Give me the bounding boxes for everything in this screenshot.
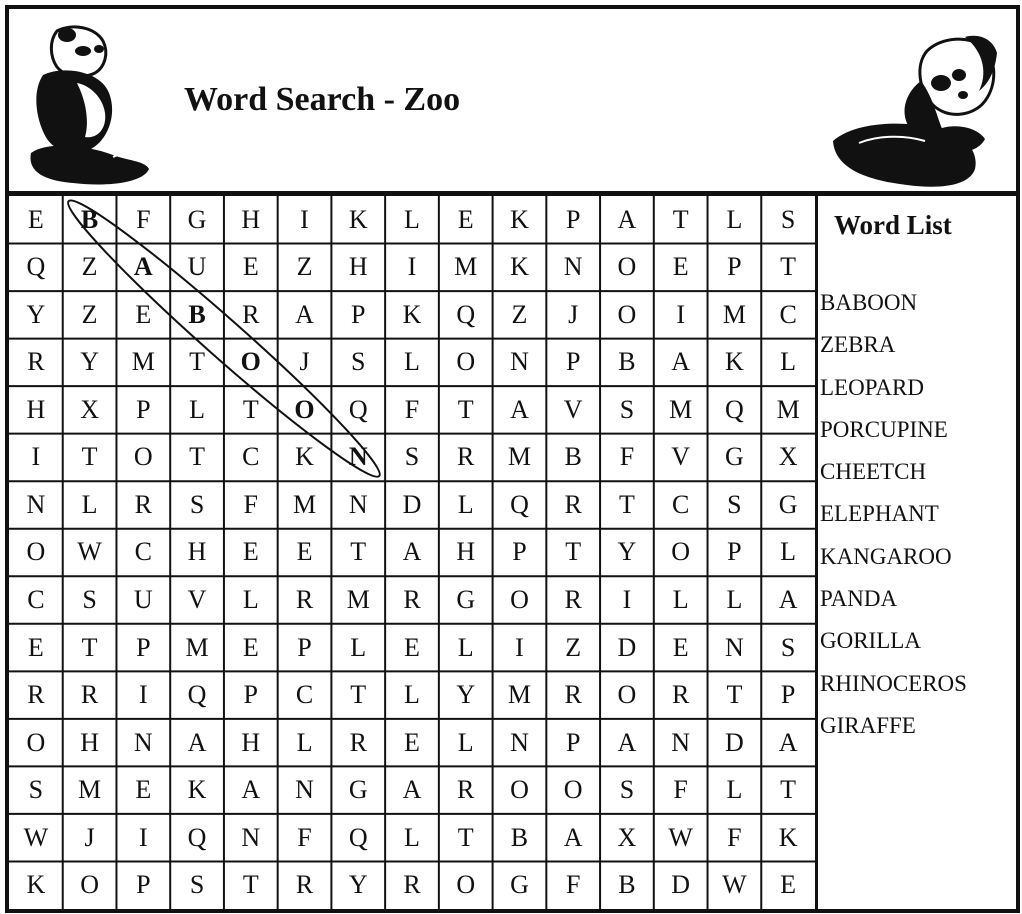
- grid-cell[interactable]: K: [778, 822, 798, 852]
- grid-cell[interactable]: R: [403, 585, 421, 615]
- grid-cell[interactable]: M: [776, 394, 800, 424]
- grid-cell[interactable]: F: [297, 822, 312, 852]
- grid-cell[interactable]: X: [617, 822, 637, 852]
- grid-cell[interactable]: P: [565, 727, 581, 757]
- grid-cell[interactable]: E: [242, 632, 259, 662]
- grid-cell[interactable]: R: [80, 680, 99, 710]
- word-list-item: RHINOCEROS: [820, 670, 967, 696]
- grid-cell[interactable]: L: [404, 347, 420, 377]
- grid-cell[interactable]: X: [778, 442, 798, 472]
- grid-cell[interactable]: T: [618, 489, 635, 519]
- grid-cell[interactable]: T: [189, 442, 205, 472]
- grid-cell[interactable]: Z: [511, 299, 528, 329]
- grid-cell[interactable]: H: [241, 204, 261, 234]
- grid-cell[interactable]: I: [407, 252, 417, 282]
- grid-cell[interactable]: R: [27, 680, 45, 710]
- grid-cell[interactable]: A: [241, 775, 261, 805]
- grid-cell[interactable]: F: [673, 775, 688, 805]
- grid-cell[interactable]: I: [676, 299, 685, 329]
- grid-cell[interactable]: B: [618, 870, 636, 900]
- grid-cell[interactable]: P: [136, 870, 151, 900]
- grid-cell[interactable]: T: [457, 394, 474, 424]
- grid-cell[interactable]: K: [295, 442, 314, 472]
- grid-cell[interactable]: E: [242, 537, 259, 567]
- grid-cell[interactable]: T: [672, 204, 689, 234]
- grid-cell[interactable]: Y: [456, 680, 476, 710]
- grid-cell[interactable]: O: [563, 775, 583, 805]
- grid-cell[interactable]: L: [81, 489, 98, 519]
- grid-cell[interactable]: F: [727, 822, 742, 852]
- grid-cell[interactable]: G: [510, 870, 529, 900]
- grid-cell[interactable]: L: [242, 585, 259, 615]
- grid-cell[interactable]: Z: [296, 252, 313, 282]
- grid-cell[interactable]: I: [138, 822, 148, 852]
- grid-cell[interactable]: B: [188, 299, 206, 329]
- grid-cell[interactable]: N: [295, 775, 314, 805]
- grid-cell[interactable]: M: [507, 680, 532, 710]
- grid-cell[interactable]: H: [26, 394, 46, 424]
- grid-cell[interactable]: G: [456, 585, 476, 615]
- grid-cell[interactable]: N: [26, 489, 46, 519]
- grid-cell[interactable]: K: [26, 870, 46, 900]
- grid-cell[interactable]: C: [242, 442, 260, 472]
- grid-cell[interactable]: L: [726, 204, 743, 234]
- grid-cell[interactable]: J: [84, 822, 95, 852]
- grid-cell[interactable]: K: [725, 347, 744, 377]
- grid-cell[interactable]: C: [779, 299, 797, 329]
- grid-cell[interactable]: E: [27, 632, 44, 662]
- grid-cell[interactable]: S: [727, 489, 742, 519]
- grid-cell[interactable]: Z: [565, 632, 582, 662]
- grid-cell[interactable]: Q: [348, 822, 368, 852]
- word-list-item: LEOPARD: [820, 374, 924, 400]
- grid-cell[interactable]: S: [780, 632, 796, 662]
- grid-cell[interactable]: H: [241, 727, 261, 757]
- grid-cell[interactable]: T: [189, 347, 205, 377]
- grid-cell[interactable]: L: [457, 632, 474, 662]
- grid-cell[interactable]: R: [27, 347, 45, 377]
- grid-cell[interactable]: O: [26, 727, 46, 757]
- grid-cell[interactable]: L: [350, 632, 367, 662]
- grid-cell[interactable]: L: [404, 680, 420, 710]
- grid-cell[interactable]: L: [726, 585, 743, 615]
- grid-cell[interactable]: N: [348, 442, 368, 472]
- grid-cell[interactable]: L: [189, 394, 205, 424]
- grid-cell[interactable]: A: [133, 252, 153, 282]
- grid-cell[interactable]: E: [27, 204, 44, 234]
- grid-cell[interactable]: N: [348, 489, 368, 519]
- grid-cell[interactable]: R: [564, 489, 582, 519]
- grid-cell[interactable]: T: [457, 822, 474, 852]
- grid-cell[interactable]: T: [726, 680, 743, 710]
- grid-cell[interactable]: R: [349, 727, 367, 757]
- grid-cell[interactable]: D: [617, 632, 637, 662]
- grid-cell[interactable]: S: [619, 775, 635, 805]
- grid-cell[interactable]: P: [136, 394, 151, 424]
- word-list-item: PORCUPINE: [820, 416, 948, 442]
- grid-cell[interactable]: R: [295, 870, 314, 900]
- grid-cell[interactable]: B: [510, 822, 529, 852]
- grid-cell[interactable]: L: [296, 727, 313, 757]
- word-list-divider: [815, 196, 818, 909]
- grid-cell[interactable]: H: [80, 727, 99, 757]
- grid-cell[interactable]: S: [189, 489, 205, 519]
- grid-cell[interactable]: M: [78, 775, 102, 805]
- grid-cell[interactable]: H: [187, 537, 207, 567]
- word-list-item: ZEBRA: [820, 332, 896, 358]
- grid-cell[interactable]: E: [780, 870, 797, 900]
- grid-cell[interactable]: G: [725, 442, 744, 472]
- grid-cell[interactable]: S: [780, 204, 796, 234]
- grid-cell[interactable]: N: [133, 727, 153, 757]
- grid-cell[interactable]: Y: [80, 347, 99, 377]
- grid-cell[interactable]: K: [510, 252, 529, 282]
- grid-cell[interactable]: U: [133, 585, 153, 615]
- grid-cell[interactable]: L: [672, 585, 689, 615]
- grid-cell[interactable]: P: [512, 537, 527, 567]
- grid-cell[interactable]: K: [402, 299, 422, 329]
- grid-cell[interactable]: T: [242, 394, 259, 424]
- grid-cell[interactable]: E: [135, 299, 152, 329]
- grid-cell[interactable]: P: [780, 680, 796, 710]
- grid-cell[interactable]: B: [564, 442, 582, 472]
- grid-cell[interactable]: R: [242, 299, 260, 329]
- grid-cell[interactable]: P: [297, 632, 312, 662]
- word-list-heading: Word List: [834, 210, 952, 240]
- grid-cell[interactable]: P: [351, 299, 366, 329]
- grid-cell[interactable]: G: [778, 489, 798, 519]
- grid-cell[interactable]: D: [725, 727, 744, 757]
- grid-cell[interactable]: R: [403, 870, 421, 900]
- grid-cell[interactable]: W: [722, 870, 747, 900]
- grid-cell[interactable]: T: [81, 442, 98, 472]
- grid-cell[interactable]: L: [404, 822, 420, 852]
- grid-cell[interactable]: R: [295, 585, 314, 615]
- grid-cell[interactable]: S: [619, 394, 635, 424]
- grid-cell[interactable]: W: [23, 822, 49, 852]
- word-list-item: GORILLA: [820, 628, 921, 654]
- word-list-item: ELEPHANT: [820, 501, 939, 527]
- word-list: [820, 290, 967, 755]
- grid-cell[interactable]: O: [26, 537, 46, 567]
- grid-cell[interactable]: E: [404, 632, 420, 662]
- grid-cell[interactable]: E: [404, 727, 420, 757]
- grid-cell[interactable]: I: [31, 442, 41, 472]
- grid-cell[interactable]: R: [671, 680, 690, 710]
- grid-cell[interactable]: F: [136, 204, 151, 234]
- word-list-item: GIRAFFE: [820, 712, 916, 738]
- grid-cell[interactable]: O: [456, 870, 476, 900]
- grid-cell[interactable]: Q: [725, 394, 744, 424]
- grid-cell[interactable]: Y: [348, 870, 368, 900]
- grid-cell[interactable]: F: [565, 870, 581, 900]
- grid-cell[interactable]: A: [295, 299, 314, 329]
- grid-cell[interactable]: I: [138, 680, 148, 710]
- grid-cell[interactable]: A: [671, 347, 691, 377]
- grid-cell[interactable]: M: [131, 347, 155, 377]
- grid-cell[interactable]: R: [457, 775, 475, 805]
- grid-cell[interactable]: P: [727, 537, 742, 567]
- grid-cell[interactable]: F: [243, 489, 259, 519]
- grid-cell[interactable]: O: [510, 775, 529, 805]
- grid-cell[interactable]: C: [27, 585, 45, 615]
- grid-cell[interactable]: O: [80, 870, 99, 900]
- grid-cell[interactable]: A: [778, 727, 798, 757]
- grid-cell[interactable]: M: [722, 299, 746, 329]
- grid-cell[interactable]: T: [350, 680, 367, 710]
- grid-cell[interactable]: R: [564, 585, 582, 615]
- word-list-panel: [820, 196, 1016, 909]
- grid-cell[interactable]: P: [565, 204, 581, 234]
- grid-cell[interactable]: L: [726, 775, 743, 805]
- grid-cell[interactable]: R: [564, 680, 582, 710]
- grid-cell[interactable]: J: [299, 347, 310, 377]
- grid-cell[interactable]: Q: [456, 299, 476, 329]
- grid-cell[interactable]: F: [404, 394, 420, 424]
- grid-cell[interactable]: V: [671, 442, 691, 472]
- grid-cell[interactable]: A: [402, 775, 422, 805]
- grid-cell[interactable]: V: [187, 585, 207, 615]
- grid-cell[interactable]: T: [780, 252, 797, 282]
- grid-cell[interactable]: B: [618, 347, 636, 377]
- grid-cell[interactable]: I: [622, 585, 632, 615]
- grid-cell[interactable]: F: [619, 442, 635, 472]
- word-list-item: KANGAROO: [820, 543, 952, 569]
- grid-cell[interactable]: O: [294, 394, 315, 424]
- grid-cell[interactable]: N: [241, 822, 261, 852]
- grid-cell[interactable]: O: [240, 347, 261, 377]
- grid-cell[interactable]: X: [80, 394, 99, 424]
- grid-cell[interactable]: A: [187, 727, 207, 757]
- grid-cell[interactable]: Q: [348, 394, 368, 424]
- grid-cell[interactable]: E: [296, 537, 313, 567]
- grid-cell[interactable]: Y: [617, 537, 637, 567]
- grid-cell[interactable]: S: [351, 347, 366, 377]
- grid-cell[interactable]: O: [671, 537, 691, 567]
- grid-cell[interactable]: Q: [187, 680, 207, 710]
- grid-cell[interactable]: M: [185, 632, 209, 662]
- grid-cell[interactable]: D: [402, 489, 422, 519]
- grid-cell[interactable]: T: [81, 632, 98, 662]
- grid-cell[interactable]: I: [300, 204, 309, 234]
- grid-cell[interactable]: E: [672, 252, 689, 282]
- grid-cell[interactable]: E: [457, 204, 474, 234]
- grid-cell[interactable]: N: [563, 252, 583, 282]
- grid-cell[interactable]: A: [510, 394, 529, 424]
- grid-cell[interactable]: S: [82, 585, 97, 615]
- grid-cell[interactable]: M: [292, 489, 317, 519]
- grid-cell[interactable]: M: [346, 585, 370, 615]
- grid-cell[interactable]: T: [242, 870, 259, 900]
- grid-cell[interactable]: N: [671, 727, 691, 757]
- grid-cell[interactable]: K: [187, 775, 207, 805]
- grid-cell[interactable]: U: [187, 252, 207, 282]
- grid-cell[interactable]: Q: [26, 252, 46, 282]
- grid-cell[interactable]: W: [77, 537, 102, 567]
- grid-cell[interactable]: C: [671, 489, 690, 519]
- grid-cell[interactable]: Q: [510, 489, 529, 519]
- grid-cell[interactable]: L: [780, 537, 797, 567]
- grid-cell[interactable]: D: [671, 870, 691, 900]
- grid-cell[interactable]: C: [295, 680, 314, 710]
- grid-cell[interactable]: Q: [187, 822, 207, 852]
- grid-cell[interactable]: S: [189, 870, 205, 900]
- grid-cell[interactable]: V: [563, 394, 583, 424]
- grid-cell[interactable]: A: [563, 822, 583, 852]
- grid-cell[interactable]: W: [668, 822, 693, 852]
- grid-cell[interactable]: O: [617, 680, 637, 710]
- grid-cell[interactable]: R: [457, 442, 475, 472]
- grid-cell[interactable]: O: [617, 299, 637, 329]
- grid-cell[interactable]: H: [348, 252, 368, 282]
- grid-cell[interactable]: T: [565, 537, 582, 567]
- grid-cell[interactable]: O: [510, 585, 529, 615]
- grid-cell[interactable]: G: [187, 204, 207, 234]
- grid-cell[interactable]: E: [242, 252, 259, 282]
- grid-cell[interactable]: A: [617, 727, 637, 757]
- grid-cell[interactable]: A: [617, 204, 637, 234]
- grid-cell[interactable]: A: [402, 537, 422, 567]
- grid-cell[interactable]: J: [568, 299, 579, 329]
- grid-cell[interactable]: O: [133, 442, 153, 472]
- grid-cell[interactable]: L: [457, 489, 474, 519]
- grid-cell[interactable]: E: [672, 632, 689, 662]
- word-list-item: BABOON: [820, 290, 918, 315]
- grid-cell[interactable]: P: [136, 632, 151, 662]
- panda-illustration-right: [829, 31, 999, 191]
- grid-cell[interactable]: M: [507, 442, 532, 472]
- grid-cell[interactable]: P: [727, 252, 742, 282]
- grid-cell[interactable]: G: [348, 775, 368, 805]
- grid-cell[interactable]: Y: [26, 299, 46, 329]
- grid-cell[interactable]: T: [350, 537, 367, 567]
- grid-cell[interactable]: K: [510, 204, 529, 234]
- worksheet-frame: [5, 5, 1020, 913]
- grid-cell[interactable]: C: [134, 537, 152, 567]
- word-list-item: PANDA: [820, 586, 898, 612]
- grid-cell[interactable]: A: [778, 585, 798, 615]
- worksheet-header: [9, 9, 1016, 191]
- grid-cell[interactable]: R: [134, 489, 152, 519]
- grid-cell[interactable]: L: [404, 204, 420, 234]
- grid-cell[interactable]: L: [780, 347, 797, 377]
- grid-cell[interactable]: K: [348, 204, 368, 234]
- word-list-item: CHEETCH: [820, 459, 927, 485]
- grid-cell[interactable]: M: [454, 252, 478, 282]
- grid-cell[interactable]: E: [135, 775, 152, 805]
- grid-cell[interactable]: I: [515, 632, 524, 662]
- grid-cell[interactable]: T: [780, 775, 797, 805]
- grid-cell[interactable]: N: [510, 727, 529, 757]
- page-title: Word Search - Zoo: [184, 81, 461, 118]
- word-search-grid: [9, 196, 815, 909]
- grid-cell[interactable]: H: [456, 537, 476, 567]
- grid-cell[interactable]: B: [80, 204, 99, 234]
- grid-cell[interactable]: S: [404, 442, 420, 472]
- grid-cell[interactable]: N: [510, 347, 529, 377]
- grid-cell[interactable]: O: [617, 252, 637, 282]
- grid-cell[interactable]: S: [28, 775, 44, 805]
- grid-cell[interactable]: P: [565, 347, 581, 377]
- grid-cell[interactable]: Z: [81, 299, 98, 329]
- grid-cell[interactable]: O: [456, 347, 476, 377]
- panda-illustration-left: [17, 23, 157, 188]
- grid-cell[interactable]: M: [669, 394, 693, 424]
- grid-cell[interactable]: P: [243, 680, 259, 710]
- grid-cell[interactable]: Z: [81, 252, 98, 282]
- grid-cell[interactable]: N: [725, 632, 744, 662]
- grid-cell[interactable]: L: [457, 727, 474, 757]
